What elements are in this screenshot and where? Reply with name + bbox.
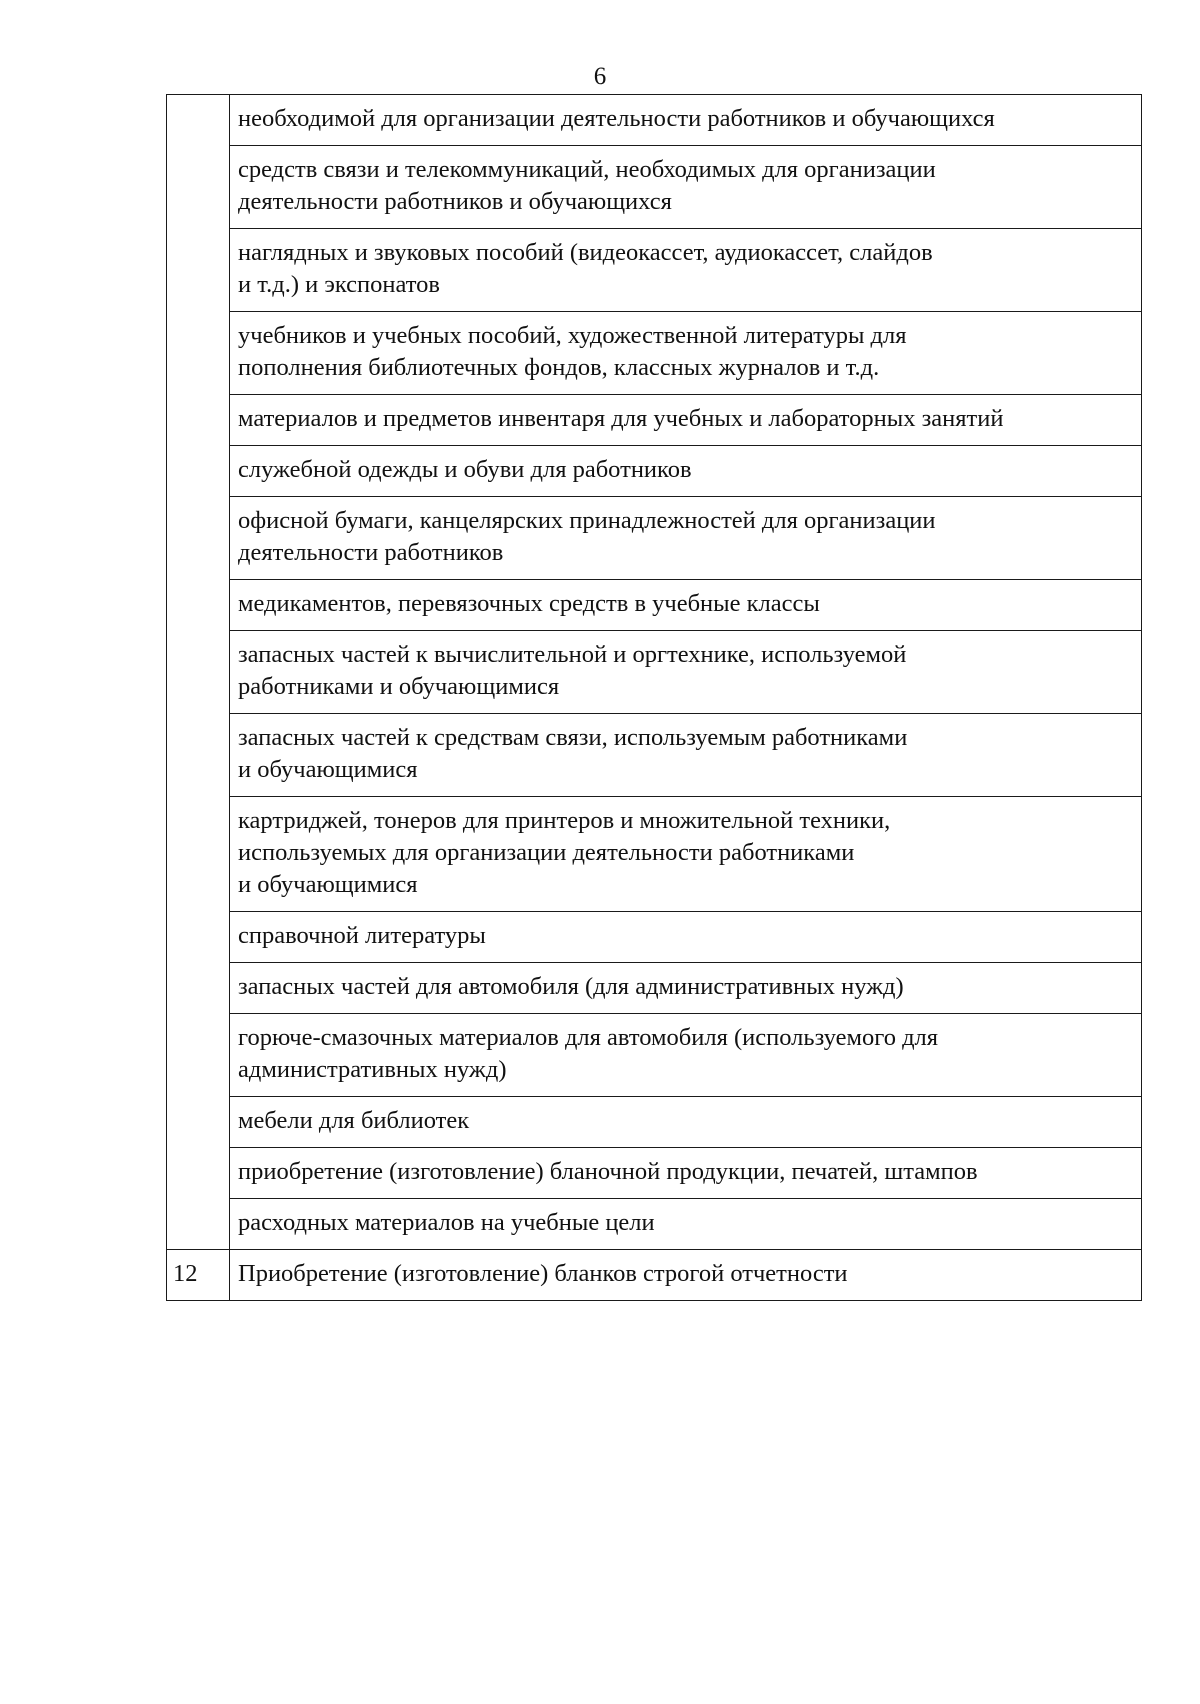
item-text-cell: запасных частей для автомобиля (для административных нужд) [230,963,1142,1014]
row-number-cell: 12 [167,1250,230,1301]
item-text-cell: необходимой для организации деятельности работников и обучающихся [230,95,1142,146]
item-text-cell: наглядных и звуковых пособий (видеокассет, аудиокассет, слайдов и т.д.) и экспонатов [230,229,1142,312]
table-row [167,497,1142,580]
table-row [167,580,1142,631]
item-text-cell: офисной бумаги, канцелярских принадлежностей для организации деятельности работников [230,497,1142,580]
table-row [167,95,1142,146]
table-row [167,1097,1142,1148]
item-text-cell: средств связи и телекоммуникаций, необходимых для организации деятельности работников и обучающихся [230,146,1142,229]
table-row [167,1199,1142,1250]
expenses-table [166,94,1142,1301]
table-row [167,312,1142,395]
table-row [167,797,1142,912]
table-row [167,229,1142,312]
table-row [167,963,1142,1014]
item-text-cell: горюче-смазочных материалов для автомобиля (используемого для административных нужд) [230,1014,1142,1097]
item-text-cell: справочной литературы [230,912,1142,963]
item-text-cell: запасных частей к средствам связи, используемым работниками и обучающимися [230,714,1142,797]
item-text-cell: приобретение (изготовление) бланочной продукции, печатей, штампов [230,1148,1142,1199]
table-body [167,95,1142,1301]
table-row [167,912,1142,963]
item-text-cell: расходных материалов на учебные цели [230,1199,1142,1250]
table-row-12 [167,1250,1142,1301]
item-text-cell: картриджей, тонеров для принтеров и множительной техники, используемых для организации деятельности работниками и обучающимися [230,797,1142,912]
table-row [167,146,1142,229]
row-number-cell [167,95,230,1250]
item-text-cell: мебели для библиотек [230,1097,1142,1148]
table-row [167,395,1142,446]
page-number: 6 [593,63,607,90]
item-text-cell: Приобретение (изготовление) бланков строгой отчетности [230,1250,1142,1301]
item-text-cell: учебников и учебных пособий, художественной литературы для пополнения библиотечных фондов, классных журналов и т.д. [230,312,1142,395]
item-text-cell: медикаментов, перевязочных средств в учебные классы [230,580,1142,631]
item-text-cell: служебной одежды и обуви для работников [230,446,1142,497]
table-row [167,631,1142,714]
table-row [167,446,1142,497]
item-text-cell: материалов и предметов инвентаря для учебных и лабораторных занятий [230,395,1142,446]
item-text-cell: запасных частей к вычислительной и оргтехнике, используемой работниками и обучающимися [230,631,1142,714]
table-row [167,1148,1142,1199]
table-row [167,714,1142,797]
table-row [167,1014,1142,1097]
